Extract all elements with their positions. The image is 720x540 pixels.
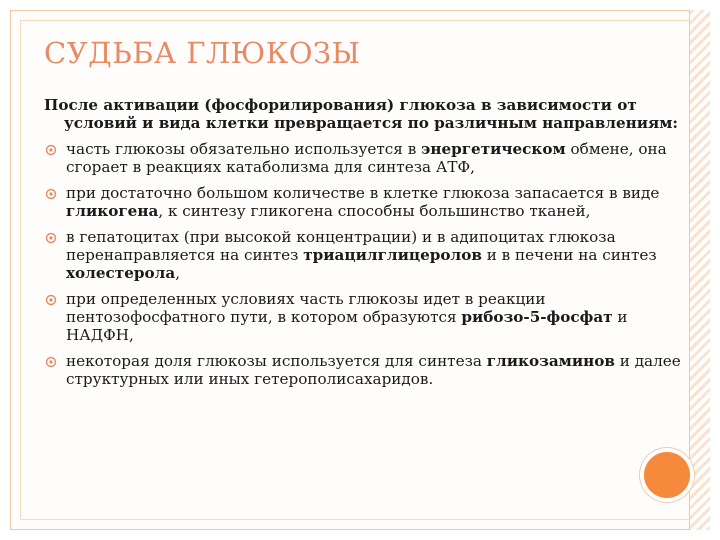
- bullet-list: [44, 140, 684, 388]
- list-item: [44, 184, 684, 220]
- bold-term: холестерола: [66, 264, 176, 282]
- circle-bullet-icon: [45, 356, 57, 368]
- bold-term: энергетическом: [421, 140, 566, 158]
- bullet-text: в гепатоцитах (при высокой концентрации) и в адипоцитах глюкоза перенаправляется на синтез: [66, 228, 616, 264]
- bullet-text: обмене, она сгорает в реакциях катаболизма для синтеза АТФ,: [66, 140, 667, 176]
- list-item: [44, 290, 684, 344]
- bullet-text: при достаточно большом количестве в клетке глюкоза запасается в виде: [66, 184, 660, 202]
- list-item: [44, 140, 684, 176]
- bullet-text: , к синтезу гликогена способны большинство тканей,: [158, 202, 591, 220]
- bullet-text: и далее структурных или иных гетерополисахаридов.: [66, 352, 681, 388]
- bold-term: триацилглицеролов: [303, 246, 482, 264]
- circle-bullet-icon: [45, 144, 57, 156]
- decorative-stripe: [689, 10, 710, 530]
- list-item: [44, 352, 684, 388]
- bullet-text: и в печени на синтез: [481, 246, 657, 264]
- bullet-text: ,: [175, 264, 181, 282]
- bullet-text: и НАДФН,: [66, 308, 628, 344]
- slide-content: [44, 96, 684, 388]
- bold-term: гликогена: [66, 202, 159, 220]
- list-item: [44, 228, 684, 282]
- bullet-text: при определенных условиях часть глюкозы идет в реакции пентозофосфатного пути, в котором образуются: [66, 290, 546, 326]
- bullet-text: некоторая доля глюкозы используется для синтеза: [66, 352, 487, 370]
- circle-bullet-icon: [45, 188, 57, 200]
- intro-paragraph: После активации (фосфорилирования) глюкоза в зависимости от условий и вида клетки превращается по различным направлениям:: [44, 96, 679, 132]
- orange-circle-decoration: [640, 448, 694, 502]
- circle-bullet-icon: [45, 294, 57, 306]
- bold-term: рибозо-5-фосфат: [461, 308, 613, 326]
- circle-bullet-icon: [45, 232, 57, 244]
- slide-title: СУДЬБА ГЛЮКОЗЫ: [44, 36, 361, 70]
- bullet-text: часть глюкозы обязательно используется в: [66, 140, 422, 158]
- bold-term: гликозаминов: [486, 352, 615, 370]
